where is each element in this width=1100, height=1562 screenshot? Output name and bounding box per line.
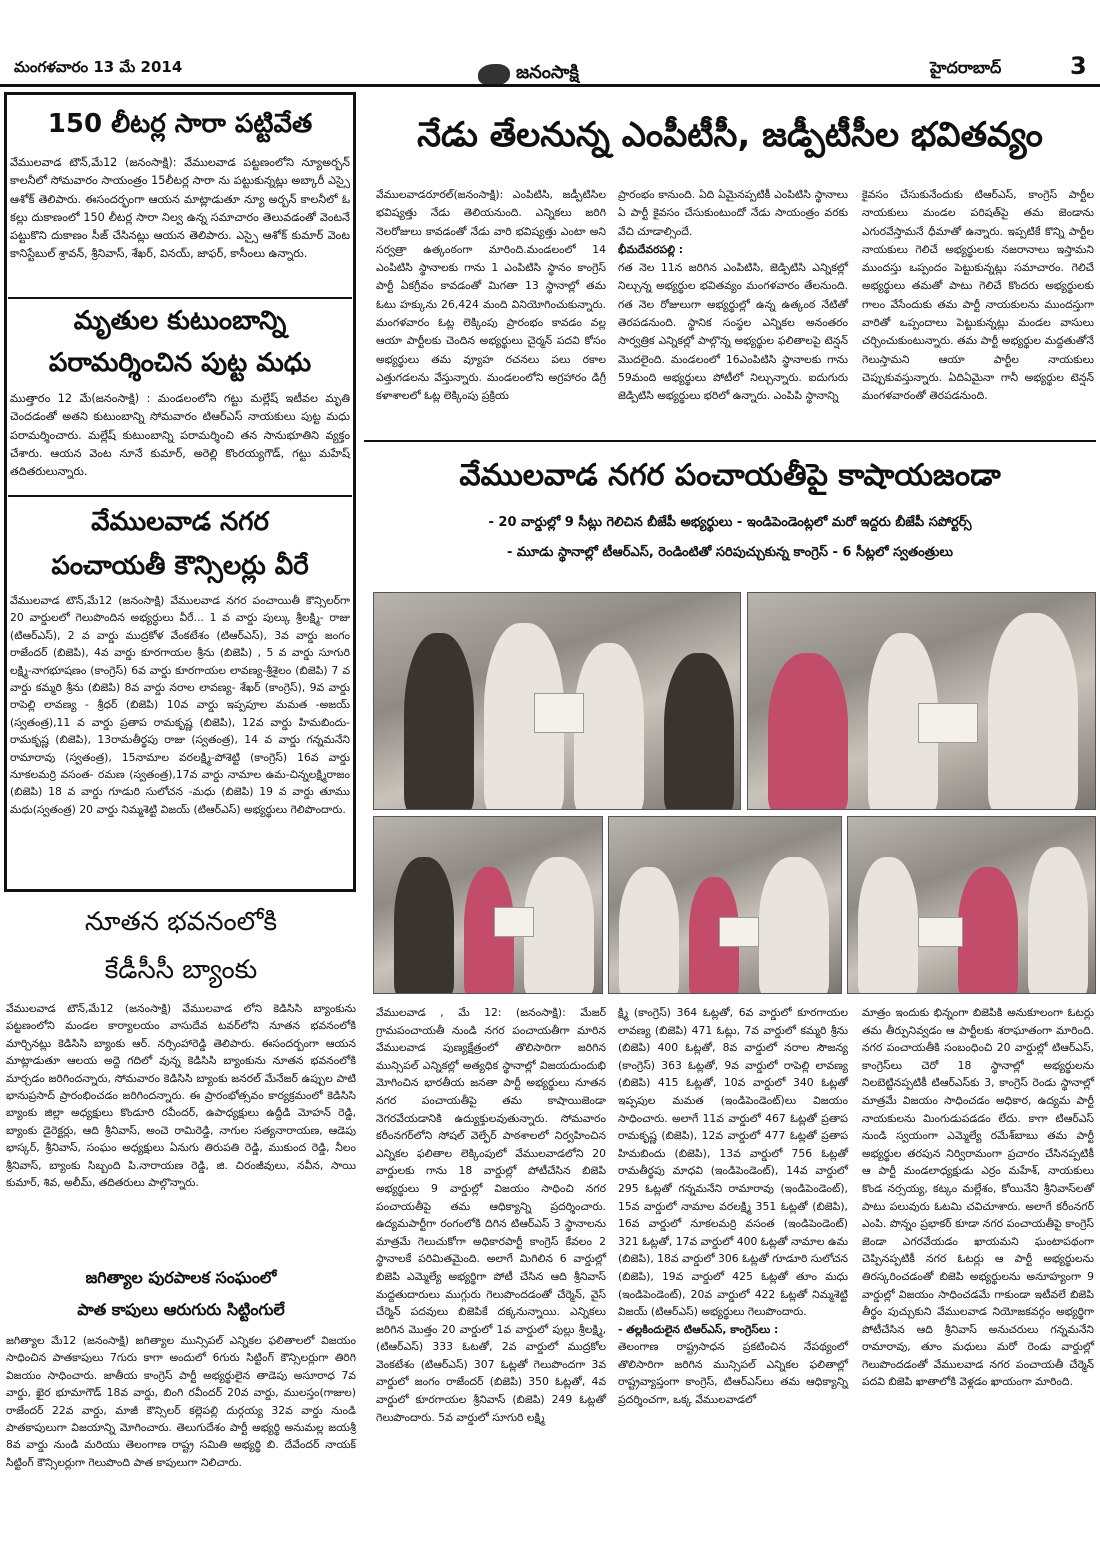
masthead — [0, 0, 1100, 90]
photo-figure — [394, 857, 454, 994]
story-headline: కేడీసీసీ బ్యాంకు — [104, 955, 258, 985]
certificate — [534, 693, 584, 733]
lead-headline: నేడు తేలనున్న ఎంపీటీసీ, జడ్పీటీసీల భవితవ్యం — [417, 115, 1043, 155]
story-headline: వేములవాడ నగర — [91, 507, 269, 537]
story-body: జగిత్యాల మే12 (జనంసాక్షి) జగిత్యాల మున్సిపల్ ఎన్నికల ఫలితాలలో విజయం సాధించిన పాతకాపులు 7గురు కాగా అందులో 6గురు సిట్టింగ్ కౌన్సిలర్లుగా తిరిగి విజయం సాధించారు. జాతీయ కాంగ్రెస్ పార్టీ అభ్యర్థులైన తాడెపు అసూరాధ 7వ వార్డు, ఖైర భూమాగౌడ్ 18వ వార్డు, బింగి రవీందర్ 20వ వార్డు, ములస్తం(గాజుల) రాజేందర్ 22వ వార్డు, మాజీ కౌన్సిలర్ కల్లెపల్లి దుర్గయ్య 32వ వార్డు నుండి పాతకాపులుగా విజయాన్ని మోగించారు. తెలుగుదేశం పార్టీ అభ్యర్థి అనుమల్ల జయశ్రీ 8వ వార్డు నుండి మరియు తెలంగాణ రాష్ట్ర సమితి అభ్యర్థి బి. దేవేందర్ నాయక్ సిట్టింగ్ కౌన్సిలర్లుగా గెలుపొంది పాత కాపులుగా నిలిచారు. — [6, 1334, 356, 1469]
news-photo — [747, 592, 1096, 810]
story-headline: పాత కాపులు ఆరుగురు సిట్టింగులే — [77, 1300, 285, 1319]
story-councillors — [10, 500, 350, 818]
lead-subhead: భీమదేవరపల్లి : — [618, 242, 684, 256]
photo-figure — [858, 857, 918, 994]
feature-col-2-text-a: క్ష్మి (కాంగ్రెస్) 364 ఓట్లతో, 6వ వార్డులో కూరగాయల లావణ్య (బిజెపి) 471 ఓట్లు, 7వ వార్డులో కమ్మరి శ్రీను (బిజెపి) 400 ఓట్లతో, 8వ వార్డులో నరాల సౌజన్య (కాంగ్రెస్) 363 ఓట్లతో, 9వ వార్డులో రాపెల్లి లావణ్య (బిజెపి) 415 ఓట్లతో, 10వ వార్డులో 340 ఓట్లతో ఇప్పపుల మమత (ఇండిపెండెంట్)లు విజయం సాధించారు. అలాగే 11వ వార్డులో 467 ఓట్లతో ప్రతాప రామకృష్ణ (బిజెపి), 12వ వార్డులో 477 ఓట్లతో ప్రతాప హిమబిందు (బిజెపి), 13వ వార్డులో 756 ఓట్లతో రామతీర్థపు మాధవి (ఇండిపెండెంట్), 14వ వార్డులో 295 ఓట్లతో గన్నమనేని రామారావు (ఇండిపెండెంట్), 15వ వార్డులో నామాల వరలక్ష్మి 351 ఓట్లతో (బిజెపి), 16వ వార్డులో నూకలమర్రి వసంత (ఇండిపెండెంట్) 321 ఓట్లతో, 17వ వార్డులో 400 ఓట్లతో నామాల ఉమ (బిజెపి), 18వ వార్డులో 306 ఓట్లతో గూడూరి సులోచన (బిజెపి), 19వ వార్డులో 425 ఓట్లతో తూం మధు (ఇండిపెండెంట్), 20వ వార్డులో 422 ఓట్లతో నిమ్మశెట్టి విజయ్ (టిఆర్ఎస్) అభ్యర్థులు గెలుపొందారు. — [618, 1006, 848, 1319]
news-photo — [373, 816, 603, 994]
photo-figure — [768, 653, 848, 810]
certificate — [494, 907, 534, 937]
lead-col-3: కైవసం చేసుకునేందుకు టిఆర్ఎస్, కాంగ్రెస్ పార్టీల నాయకులు మండల పరిషత్‌పై తమ జెండాను ఎగురవేస్తామనే ధీమాతో ఉన్నారు. ఇప్పటికే కొన్ని పార్టీల నాయకులు గెలిచే అభ్యర్థులకు నజరానాలు ఇస్తామని ముందస్తు ఒప్పందం పెట్టుకున్నట్లు సమాచారం. గెలిచే అభ్యర్థులు తమతో పాటు గెలిచే కొందరు అభ్యర్థులకు గాలం వేసేందుకు తమ పార్టీ నాయకులను ముందస్తుగా వారితో ఒప్పందాలు పెట్టుకున్నట్లు మండల వాసులు చర్చించుకుంటున్నారు. తమ పార్టీ అభ్యర్థుల మద్దతుతోనే గెలుస్తామని ఆయా పార్టీల నాయకులు చెప్పుకువస్తున్నారు. ఏదిఏమైనా గానీ అభ్యర్థుల టెన్షన్ మంగళవారంతో తెరపడనుంది. — [862, 188, 1094, 403]
lead-story — [364, 96, 1096, 174]
feature-deck-1: - 20 వార్డుల్లో 9 సీట్లు గెలిచిన బీజేపీ అభ్యర్థులు - ఇండిపెండెంట్లలో మరో ఇద్దరు బీజేపీ సపోర్టర్స్ — [488, 515, 972, 530]
story-headline: 150 లీటర్ల సారా పట్టివేత — [47, 109, 313, 139]
lead-col-2-text-b: గత నెల 11న జరిగిన ఎంపిటిసి, జెడ్పిటిసి ఎన్నికల్లో నిల్చున్న అభ్యర్థుల భవితవ్యం మంగళవారం తేలనుంది. గత నెల రోజులుగా అభ్యర్థుల్లో ఉన్న ఉత్కంఠ నేటితో తెరపడనుంది. స్థానిక సంస్థల ఎన్నికల అనంతరం సార్వత్రిక ఎన్నికల్లో పాల్గొన్న అభ్యర్థుల ఫలితాలపై టెన్షన్ మొదలైంది. మండలంలో 16ఎంపిటిసి స్థానాలకు గాను 59మంది అభ్యర్థులు పోటీలో నిల్చున్నారు. ఐదుగురు జెడ్పిటిసి అభ్యర్థులు భరిలో ఉన్నారు. ఎంపిపి స్థానాన్ని — [618, 261, 848, 403]
news-photo — [608, 816, 842, 994]
photo-figure — [619, 867, 679, 994]
certificate — [719, 917, 759, 947]
certificate — [918, 703, 978, 743]
story-condolence — [10, 300, 350, 481]
story-headline: మృతుల కుటుంబాన్ని — [73, 306, 287, 336]
story-sara-seizure — [10, 100, 350, 264]
photo-figure — [404, 633, 474, 810]
certificate — [918, 917, 963, 947]
lead-col-2 — [618, 186, 848, 406]
story-body: వేములవాడ టౌన్,మే12 (జనంసాక్షి) వేములవాడ నగర పంచాయితీ కౌన్సిలర్‌గా 20 వార్డులలో గెలుపొందిన అభ్యర్ధులు వీరే... 1 వ వార్డు పుల్కు శ్రీలక్ష్మి- రాజు (టిఆర్ఎస్), 2 వ వార్డు ముద్రకోళ వేంకటేశం (టిఆర్ఎస్), 3వ వార్డు జంగం రాజేందర్ (బిజెపి), 4వ వార్డు కూరగాయల శ్రీను (బిజెపి) , 5 వ వార్డు సూగురి లక్ష్మి-నాగభూషణం (కాంగ్రెస్) 6వ వార్డు కూరగాయల లావణ్య-శ్రీశైలం (బిజెపి) 7 వ వార్డు కమ్మరి శ్రీను (బిజెపి) 8వ వార్డు నరాల లావణ్య- శేఖర్ (కాంగ్రెస్), 9వ వార్డు రాపెల్లి లావణ్య - శ్రీధర్ (బిజెపి) 10వ వార్డు ఇప్పపూల మమత -అజయ్ (స్వతంత్ర),11 వ వార్డు ప్రతాప రామకృష్ణ (బిజెపి), 12వ వార్డు హిమబిందు-రామకృష్ణ (బిజెపి), 13రామతీర్థపు రాజు (స్వతంత్ర), 14 వ వార్డు గన్నమనేని రామారావు (స్వతంత్ర), 15నామాల వరలక్ష్మి-పోశెట్టి (కాంగ్రెస్) 16వ వార్డు నూకలమర్రి వసంత- రమణ (స్వతంత్ర),17వ వార్డు నామాల ఉమ-చిన్నలక్ష్మిరాజం (బిజెపి) 18 వ వార్డు గూడురి సులోచన -మధు (బిజెపి) 19 వ వార్డు తూము మధు(స్వతంత్ర) 20 వార్డు నిమ్మశెట్టి విజయ్ (టిఆర్ఎస్) అభ్యర్థులు గెలిపొందారు. — [10, 594, 350, 816]
feature-story — [364, 444, 1096, 568]
feature-subhead: - తల్లకిందులైన టిఆర్ఎస్, కాంగ్రెస్‌లు : — [618, 1322, 779, 1336]
news-photo — [373, 592, 741, 810]
story-headline: పంచాయతీ కౌన్సిలర్లు వీరే — [51, 551, 309, 581]
feature-col-3: మాత్రం ఇందుకు భిన్నంగా బిజెపికి అనుకూలంగా ఓటర్లు తమ తీర్పునివ్వడం ఆ పార్టీలకు శరాఘాతంగా మారింది. నగర పంచాయతీకి సంబంధించి 20 వార్డుల్లో టిఆర్ఎస్, కాంగ్రెస్‌లు చెరో 18 స్థానాల్లో అభ్యర్థులను నిలబెట్టినప్పటికీ టిఆర్ఎస్‌కు 3, కాంగ్రెస్ రెండు స్థానాల్లో మాత్రమే విజయం సాధించడం అధికార, ఉద్యమ పార్టీ నాయకులను మింగుడుపడడం లేదు. కాగా టిఆర్ఎస్ నుండి స్వయంగా ఎమ్మెల్యే రమేశ్‌బాబు తమ పార్టీ అభ్యర్థుల తరపున నిర్విరామంగా ప్రచారం చేసినప్పటికీ ఆ పార్టీ మండలాధ్యక్షుడు ఎర్రం మహేశ్, నాయకులు కొండ నర్సయ్య, కట్కం మల్లేశం, కోయినేని శ్రీనివాస్‌లతో పాటు పలువురు ఓటమి చవిచూశారు. అలాగే కరీంనగర్ ఎంపి. పొన్నం ప్రభాకర్ కూడా నగర పంచాయతీపై కాంగ్రెస్ జెండా ఎగరవేయడం ఖాయమని ఘంటాపథంగా చెప్పినప్పటికీ నగర ఓటర్లు ఆ పార్టీ అభ్యర్థులను తిరస్కరించడంతో బిజెపి అభ్యర్థులను అనూహ్యంగా 9 వార్డుల్లో విజయం సాధించడమే గాకుండా ఇటీవలే బిజెపి తీర్థం పుచ్చుకుని వేములవాడ నియోజకవర్గం అభ్యర్థిగా పోటీచేసిన ఆది శ్రీనివాస్ అనుచరులు గన్నమనేని రామారావు, తూం మధులు మరో రెండు వార్డుల్లో గెలుపొందడంతో వేములవాడ నగర పంచాయతీ చేర్మెన్ పదవి బిజెపి ఖాతాలోకి వెళ్లడం ఖాయంగా మారింది. — [862, 1006, 1094, 1389]
news-photo — [847, 816, 1096, 994]
feature-deck-2: - మూడు స్థానాల్లో టీఆర్ఎస్, రెండింటితో సరిపుచ్చుకున్న కాంగ్రెస్ - 6 సీట్లలో స్వతంత్రులు — [506, 545, 954, 560]
page-number: 3 — [1070, 52, 1087, 80]
photo-figure — [524, 857, 594, 994]
lead-col-2-text-a: ప్రారంభం కానుంది. ఏది ఏమైనప్పటికీ ఎంపిటిసి స్థానాలు ఏ పార్టీ కైవసం చేసుకుంటుందో నేడు సాయంత్రం వరకు వేచి చూడాల్సిందే. — [618, 188, 848, 238]
story-headline: నూతన భవనంలోకి — [84, 907, 278, 937]
issue-date: మంగళవారం 13 మే 2014 — [14, 58, 183, 76]
story-body: వేములవాడ టౌన్,మే12 (జనంసాక్షి): వేములవాడ పట్టణంలోని న్యూఅర్బన్ కాలనీలో సోమవారం సాయంత్రం 15లీటర్ల సారా ను పట్టుకున్నట్లు అబ్కారీ ఎస్సై ఆశోక్ తెలిపారు. ఈసందర్భంగా ఆయన మాట్లాడుతూ న్యూ అర్బన్ కాలనీలో ఓ కల్లు దుకాణంలో 150 లీటర్ల సారా నిల్వ ఉన్న సమాచారం తెలువడంతో వెంటనే పట్టుకొని దుకాణం సీజ్ చేసినట్లు ఆయన తెలిపారు. ఎస్సై ఆశోక్ కుమార్ వెంట కానిస్టేబుల్ శ్రావన్, శ్రీనివాస్, శేఖర్, వినయ్, జాఫర్, కాసీంలు ఉన్నారు. — [10, 156, 350, 261]
masthead-rule — [0, 84, 1100, 87]
photo-figure — [574, 643, 644, 810]
logo-text: జనంసాక్షి — [516, 62, 579, 83]
divider — [8, 297, 352, 299]
photo-figure — [664, 653, 734, 810]
photo-figure — [1028, 847, 1088, 994]
feature-headline: వేములవాడ నగర పంచాయతీపై కాషాయజండా — [459, 458, 1001, 493]
feature-col-2 — [618, 1004, 848, 1409]
divider — [8, 495, 352, 497]
photo-figure — [958, 867, 1018, 994]
story-body: ముత్తారం 12 మే(జనంసాక్షి) : మండలంలోని గట్టు మల్లేష్ ఇటీవల మృతి చెందడంతో అతని కుటుంబాన్ని సోమవారం టిఆర్ఎస్ నాయకులు పుట్ట మధు పరామర్శించారు. మల్లేష్ కుటుంబాన్ని పరామర్శించి తన సానుభూతిని వ్యక్తం చేశారు. ఆయన వెంట నూనే కుమార్, అరెల్లి కొంరయ్యగౌడ్, గట్టు మహేష్ తదితరులున్నారు. — [10, 392, 350, 479]
story-jagityal — [6, 1262, 356, 1471]
feature-col-2-text-b: తెలంగాణ రాష్ట్రసాధన ప్రకటించిన నేపథ్యంలో తొలిసారిగా జరిగిన మున్సిపల్ ఎన్నికల ఫలితాల్లో రాష్ట్రవ్యాప్తంగా కాంగ్రెస్, టిఆర్ఎస్‌లు తమ ఆధిక్యాన్ని ప్రదర్శించగా, ఒక్క వేములవాడలో — [618, 1340, 848, 1407]
story-headline: జగిత్యాల పురపాలక సంఘంలో — [85, 1268, 277, 1287]
story-body: వేములవాడ టౌన్,మే12 (జనంసాక్షి) వేములవాడ లోని కెడిసిసి బ్యాంకును పట్టణంలోని మండల కార్యాలయం వాసుదేవ టవర్‌లోని నూతన భవనంలోకి మార్చినట్లు కెడిసిసి బ్యాంకు ఆర్. నర్సింహారెడ్డి తెలిపారు. ఈసందర్బంగా ఆయన మాట్లాడుతూ ఆలయ అద్దె గదిలో వున్న కెడిసిసి బ్యాంకును నూతన భవనంలోకి మార్చడం జరిగిందన్నారు, సోమవారం కెడిసిసి బ్యాంకు జనరల్ మేనేజర్ ఉప్పుల పాటి భానుప్రసాద్ ప్రారంభించడం జరిగిందన్నారు. ఈ ప్రారంభోత్సవం కార్యక్రమంలో కెడిసిసి బ్యాంకు జిల్లా అధ్యక్షులు కొండూరి రవీందర్, ఉపాధ్యక్షులు ఉద్దీడి మోహన్ రెడ్డి, బ్యాంకు డైరెక్టర్లు, ఆది శ్రీనివాస్, అంచె రామిరెడ్డి, నాగుల సత్యనారాయణ, ఆడెపు భాస్కర్, శ్రీనివాస్, సంఘం అధ్యక్షులు ఏనుగు తిరుపతి రెడ్డి, ముకుంద రెడ్డి, నీలం శ్రీనివాస్, బ్యాంకు సిబ్బంది పి.నారాయణ రెడ్డి, జి. చిరంజీవులు, నవీన, సాయి కుమార్, శివ, అలీమ్, తదితరులు పాల్గొన్నారు. — [6, 1002, 356, 1190]
lead-col-1: వేములవాడరూరల్(జనంసాక్షి): ఎంపిటిసి, జడ్పీటిసిల భవిష్యత్తు నేడు తెలియనుంది. ఎన్నికలు జరిగి నెలరోజులు కావడంతో నేడు వారి భవిష్యత్తు ఎంటా అని సర్వత్రా ఉత్కంఠంగా మారింది.మండలంలో 14 ఎంపిటిసి స్థానాలకు గాను 1 ఎంపిటిసి స్థానం కాంగ్రెస్ పార్టీ ఏకగ్రీవం కావడంతో మిగతా 13 స్థానాల్లో తమ ఓటు హక్కును 26,424 మంది వినియోగించుకున్నారు. మంగళవారం ఓట్ల లెక్కింపు ప్రారంభం కావడం వల్ల ఆయా పార్టీలకు చెందిన అభ్యర్థులు చైర్మన్ పదవి కోసం అభ్యర్థులు తమ వ్యూహ రచనలు పలు రకాల ఎత్తుగడలను వేస్తున్నారు. మండలంలోని అగ్రహారం డిగ్రీ కళాశాలలో ఓట్ల లెక్కింపు ప్రక్రియ — [376, 188, 606, 403]
divider — [364, 440, 1096, 442]
story-headline: పరామర్శించిన పుట్ట మధు — [48, 348, 312, 378]
edition-city: హైదరాబాద్ — [930, 58, 1002, 77]
story-kdcc-bank — [6, 898, 356, 1191]
photo-figure — [759, 857, 829, 994]
logo-icon — [478, 64, 510, 86]
feature-col-1: వేములవాడ , మే 12: (జనంసాక్షి): మేజర్ గ్రామపంచాయతీ నుండి నగర పంచాయతీగా మారిన వేములవాడ పుణ్యక్షేత్రంలో తొలిసారిగా జరిగిన మున్సిపల్ ఎన్నికల్లో అత్యధిక స్థానాల్లో విజయదుందుభి మోగించిన భారతీయ జనతా పార్టీ అభ్యర్థులు నూతన నగర పంచాయతీపై తమ కాషాయిజెండా నెగరవేయడానికి ఉద్యుక్తులవుతున్నారు. సోమవారం కరీంనగర్‌లోని సోషల్ వెల్ఫేర్ పాఠశాలలో నిర్వహించిన ఎన్నికల ఫలితాల లెక్కింపులో వేములవాడలోని 20 వార్డులకు గాను 18 వార్డుల్లో పోటీచేసిన బిజెపి అభ్యర్థులు 9 వార్డుల్లో విజయం సాధించి నగర పంచాయతీపై తమ ఆధిక్యాన్ని ప్రదర్శించారు. ఉద్యమపార్టీగా రంగంలోకి దిగిన టిఆర్ఎస్ 3 స్థానాలను మాత్రమే గెలుచుకోగా అధికారపార్టీ కాంగ్రెస్ కేవలం 2 స్థానాలకే పరిమితమైంది. అలాగే మిగిలిన 6 వార్డుల్లో బిజెపి ఎమ్మెల్యే అభ్యర్థిగా పోటీ చేసిన ఆది శ్రీనివాస్ మద్దతుదారులు ముగ్గురు గెలుపొందడంతో చేర్మెన్, వైస్ చేర్మెన్ పదవులు బిజెపికే దక్కనున్నాయి. ఎన్నికలు జరిగిన మొత్తం 20 వార్డులో 1వ వార్డులో పుల్లు శ్రీలక్ష్మి, (టిఆర్ఎస్) 333 ఓటతో, 2వ వార్డులో ముద్రకోల వెంకటేశం (టిఆర్ఎస్) 307 ఓట్లతో గెలుపొందగా 3వ వార్డులో జంగం రాజేందర్ (బిజెపి) 350 ఓట్లతో, 4వ వార్డులో కూరగాయల శ్రీనివాస్ (బిజెపి) 249 ఓట్లతో గెలుపొందారు. 5వ వార్డులో సూగురి లక్ష్మి — [376, 1006, 606, 1424]
photo-figure — [988, 613, 1078, 810]
